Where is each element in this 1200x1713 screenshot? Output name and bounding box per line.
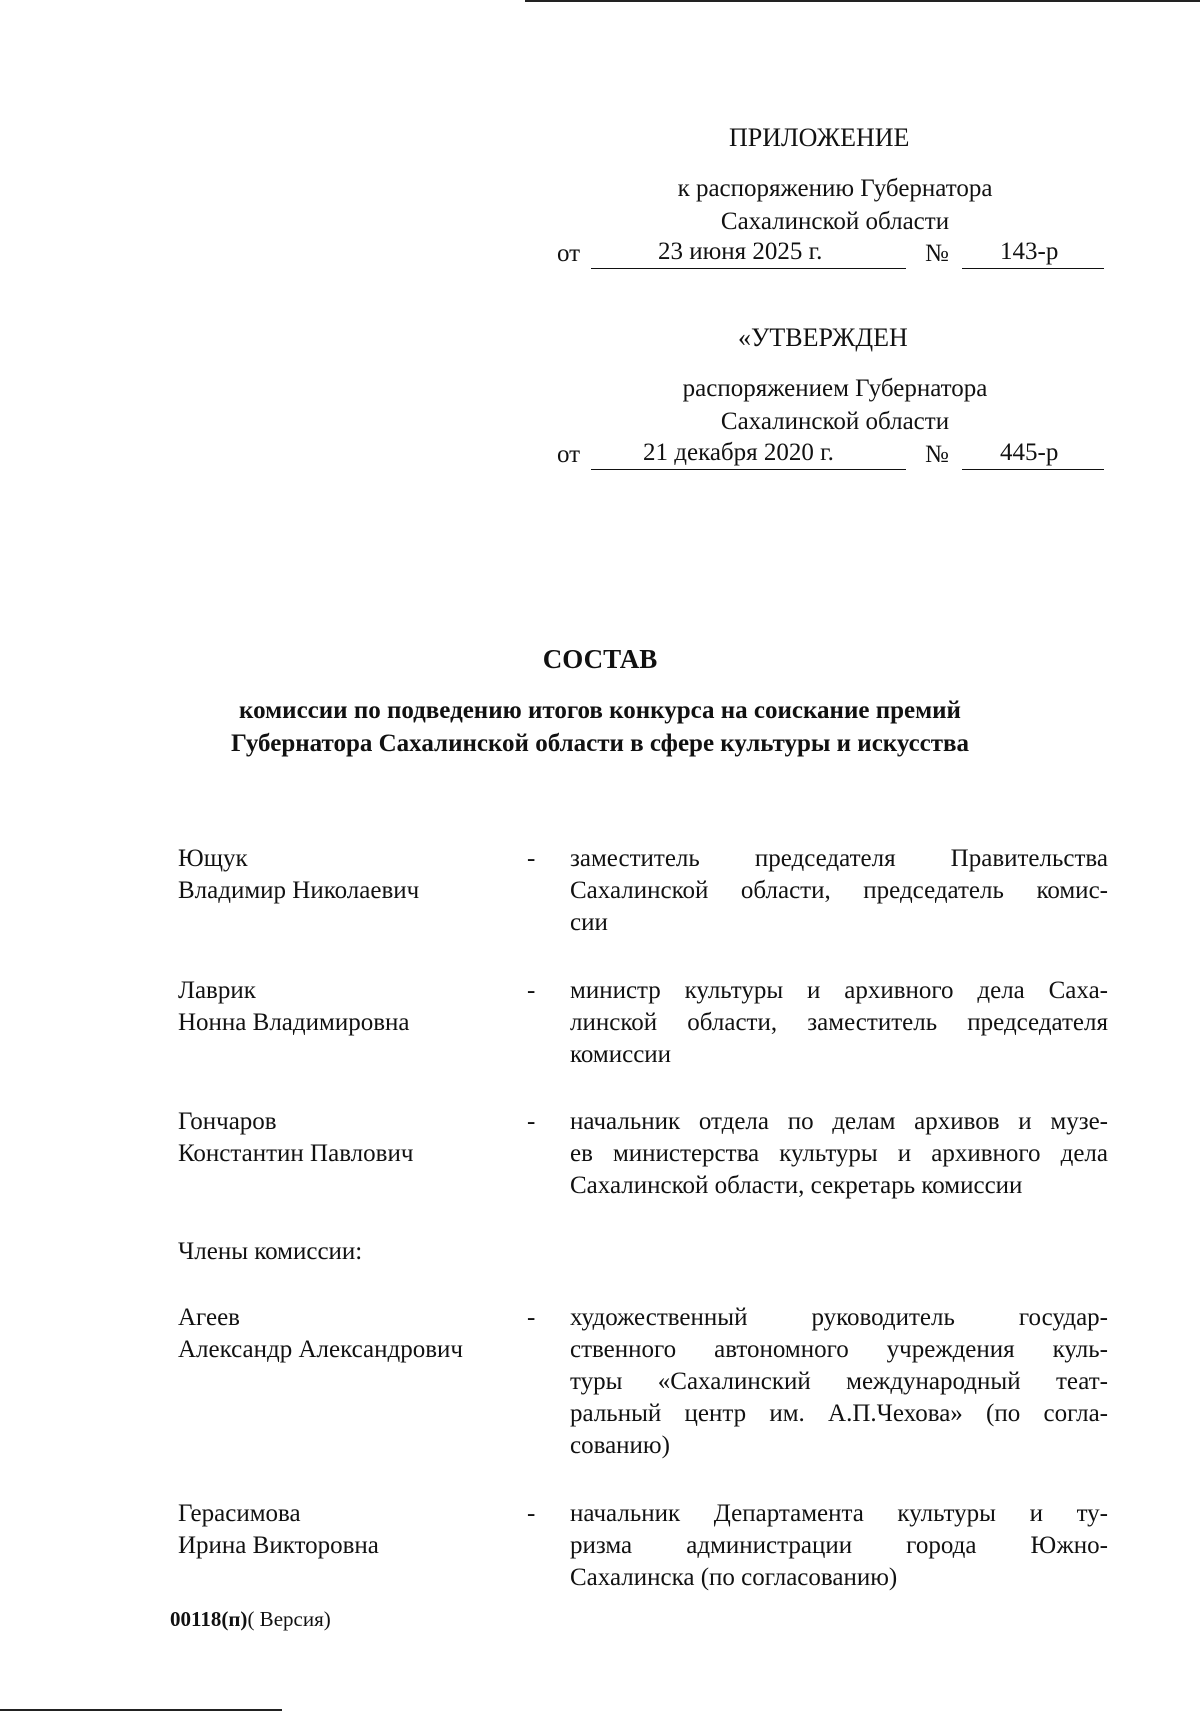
member-dash: -: [527, 977, 536, 1004]
document-subtitle-line2: Губернатора Сахалинской области в сфере культуры и искусства: [230, 730, 970, 757]
scan-border-bottom: [0, 1709, 282, 1711]
member-surname: Агеев: [178, 1304, 240, 1331]
approved-date: 21 декабря 2020 г.: [643, 439, 834, 466]
appendix-date: 23 июня 2025 г.: [658, 238, 823, 265]
member-dash: -: [527, 1304, 536, 1331]
member-role-line: начальник Департамента культуры и ту-: [570, 1500, 1108, 1527]
appendix-from-label: от: [557, 240, 581, 267]
member-surname: Ющук: [178, 845, 248, 872]
member-role-line: комиссии: [570, 1041, 672, 1068]
member-role-line: ральный центр им. А.П.Чехова» (по согла-: [570, 1400, 1108, 1427]
member-given-name: Константин Павлович: [178, 1140, 414, 1167]
appendix-date-underline: [591, 268, 906, 269]
member-role-line: линской области, заместитель председателя: [570, 1009, 1108, 1036]
member-role-line: художественный руководитель государ-: [570, 1304, 1108, 1331]
member-role-line: Сахалинской области, председатель комис-: [570, 877, 1108, 904]
appendix-line1: к распоряжению Губернатора: [677, 175, 993, 202]
document-title: СОСТАВ: [542, 644, 658, 674]
member-dash: -: [527, 1108, 536, 1135]
member-given-name: Нонна Владимировна: [178, 1009, 410, 1036]
appendix-line2: Сахалинской области: [720, 208, 950, 235]
member-role-line: ев министерства культуры и архивного дела: [570, 1140, 1108, 1167]
member-surname: Герасимова: [178, 1500, 301, 1527]
appendix-number: 143-р: [1000, 238, 1059, 265]
member-role-line: ственного автономного учреждения куль-: [570, 1336, 1108, 1363]
scan-border-top: [525, 0, 1200, 2]
approved-number-underline: [962, 469, 1104, 470]
footer-version: ( Версия): [247, 1607, 331, 1631]
member-role-line: заместитель председателя Правительства: [570, 845, 1108, 872]
approved-date-underline: [591, 469, 906, 470]
approved-number-label: №: [925, 441, 949, 468]
member-role-line: Сахалинска (по согласованию): [570, 1564, 898, 1591]
member-dash: -: [527, 1500, 536, 1527]
appendix-number-label: №: [925, 240, 949, 267]
appendix-title: ПРИЛОЖЕНИЕ: [729, 123, 910, 152]
document-footer: [170, 1606, 331, 1632]
member-role-line: сованию): [570, 1432, 670, 1459]
member-surname: Лаврик: [178, 977, 256, 1004]
footer-code: 00118(п): [170, 1607, 248, 1631]
document-subtitle-line1: комиссии по подведению итогов конкурса на соискание премий: [239, 697, 961, 724]
approved-number: 445-р: [1000, 439, 1059, 466]
member-role-line: начальник отдела по делам архивов и музе-: [570, 1108, 1108, 1135]
approved-line2: Сахалинской области: [720, 408, 950, 435]
member-given-name: Владимир Николаевич: [178, 877, 420, 904]
members-section-label: Члены комиссии:: [178, 1238, 363, 1265]
appendix-number-underline: [962, 268, 1104, 269]
approved-line1: распоряжением Губернатора: [682, 375, 988, 402]
member-surname: Гончаров: [178, 1108, 277, 1135]
member-role-line: туры «Сахалинский международный теат-: [570, 1368, 1108, 1395]
approved-from-label: от: [557, 441, 581, 468]
member-role-line: Сахалинской области, секретарь комиссии: [570, 1172, 1023, 1199]
member-role-line: министр культуры и архивного дела Саха-: [570, 977, 1108, 1004]
member-given-name: Александр Александрович: [178, 1336, 463, 1363]
member-role-line: сии: [570, 909, 608, 936]
approved-title: «УТВЕРЖДЕН: [738, 323, 908, 352]
member-dash: -: [527, 845, 536, 872]
member-given-name: Ирина Викторовна: [178, 1532, 379, 1559]
member-role-line: ризма администрации города Южно-: [570, 1532, 1108, 1559]
